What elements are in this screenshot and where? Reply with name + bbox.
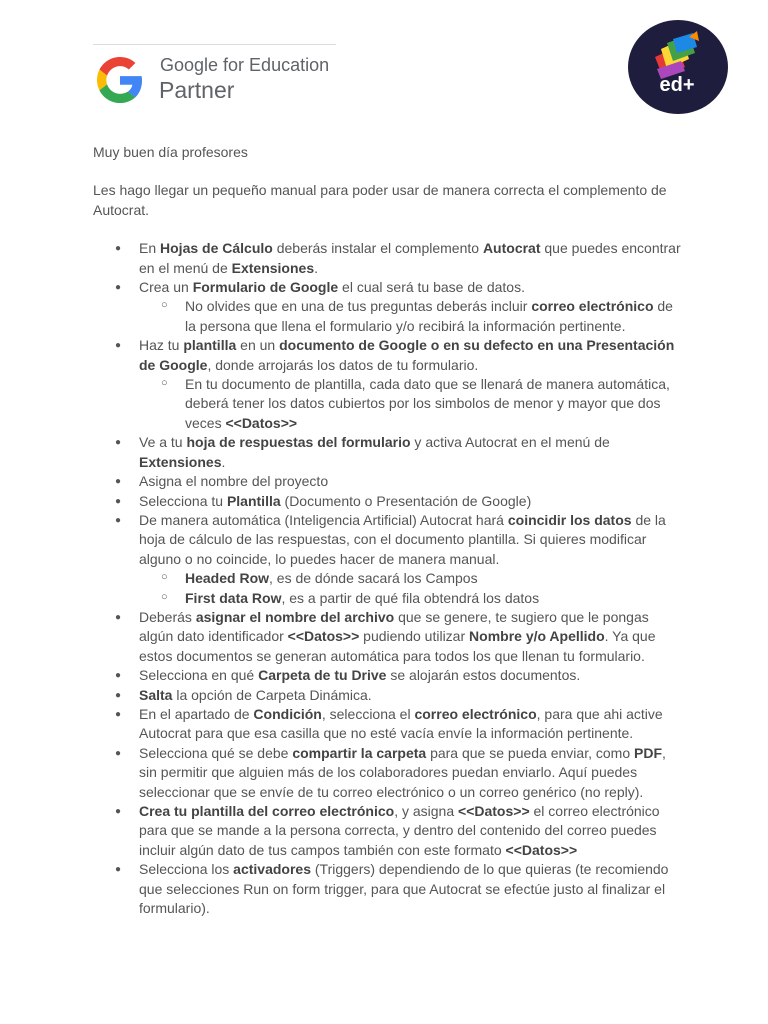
bold-text: <<Datos>>	[225, 414, 298, 431]
bold-text: PDF	[634, 744, 662, 761]
bullet-icon: ●	[115, 806, 122, 817]
list-item	[93, 705, 683, 744]
text-run: (Documento o Presentación de Google)	[280, 492, 532, 509]
list-item	[93, 336, 683, 433]
bold-text: compartir la carpeta	[292, 744, 427, 761]
bullet-icon: ●	[115, 689, 122, 701]
sub-list-item-text	[185, 570, 478, 586]
bullet-icon: ●	[115, 282, 122, 294]
bold-text: plantilla	[183, 337, 237, 354]
text-run: y activa Autocrat en el menú de	[410, 434, 610, 451]
bold-text: First data Row	[185, 589, 282, 606]
bold-text: Crea tu plantilla del correo electrónico	[139, 803, 395, 819]
text-run: de la hoja de cálculo de las respuestas, con el documento plantilla. Si quieres modificar alguno o no coincide, lo puedes hacer de manera manual.	[139, 511, 666, 567]
list-item-text	[139, 240, 681, 275]
ed-plus-logo	[627, 19, 729, 115]
bullet-icon: ●	[115, 495, 122, 507]
text-run: . Ya que estos documentos se generan automática para todos los que llenan tu formulario.	[139, 628, 656, 664]
list-item	[93, 802, 683, 860]
page-header	[0, 0, 768, 130]
sub-list	[139, 569, 683, 608]
text-run: deberás instalar el complemento	[272, 240, 483, 257]
bullet-icon: ●	[115, 514, 122, 526]
text-run: de la persona que llena el formulario y/o recibirá la información pertinente.	[185, 298, 673, 334]
list-item-text	[139, 493, 531, 509]
list-item	[93, 686, 683, 705]
text-run: el correo electrónico para que se mande a la persona correcta, y dentro del contenido del correo puedes incluir algún dato de tus campos también con este formato	[139, 803, 660, 858]
sub-list	[139, 375, 683, 433]
text-run: En el apartado de	[139, 705, 254, 722]
greeting: Muy buen día profesores	[93, 144, 248, 160]
bold-text: correo electrónico	[531, 298, 654, 315]
sub-list-item	[139, 569, 683, 588]
steps-list	[93, 239, 683, 918]
text-run: el cual será tu base de datos.	[338, 279, 525, 296]
intro-paragraph: Les hago llegar un pequeño manual para poder usar de manera correcta el complemento de Autocrat.	[93, 182, 667, 218]
text-run: que puedes encontrar en el menú de	[139, 240, 681, 276]
text-run: se alojarán estos documentos.	[386, 667, 581, 684]
text-run: Deberás	[139, 608, 196, 625]
list-item-text	[139, 687, 372, 703]
list-item-text	[139, 706, 663, 741]
list-item	[93, 860, 683, 918]
bold-text: Nombre y/o Apellido	[469, 628, 605, 645]
sub-list-item-text	[185, 590, 539, 606]
sub-list-item-text	[185, 298, 673, 333]
list-item-text	[139, 803, 660, 858]
hollow-bullet-icon: ○	[161, 377, 168, 390]
text-run: (Triggers) dependiendo de lo que quieras (te recomiendo que selecciones Run on form trigger, para que Autocrat se efectúe justo al finalizar el formulario).	[139, 861, 669, 917]
list-item-text	[139, 279, 525, 295]
list-item	[93, 666, 683, 685]
text-run: Selecciona los	[139, 861, 234, 878]
text-run: De manera automática (Inteligencia Artificial) Autocrat hará	[139, 511, 508, 528]
bold-text: activadores	[233, 861, 311, 878]
list-item-text	[139, 512, 666, 567]
bullet-icon: ●	[115, 864, 122, 876]
text-run: , y asigna	[394, 803, 459, 819]
bold-text: <<Datos>>	[287, 628, 360, 645]
list-item-text	[139, 861, 668, 916]
bold-text: correo electrónico	[414, 705, 537, 722]
text-run: Selecciona en qué	[139, 667, 259, 684]
text-run: .	[221, 453, 226, 470]
list-item	[93, 511, 683, 608]
text-run: , para que ahi active Autocrat para que esa casilla que no esté vacía envíe la información pertinente.	[139, 705, 663, 742]
text-run: Haz tu	[139, 337, 184, 354]
bold-text: Extensiones	[139, 453, 222, 470]
bullet-icon: ●	[115, 243, 122, 255]
bold-text: Headed Row	[185, 570, 270, 587]
text-run: Crea un	[139, 279, 193, 296]
brand-title: Google for Education	[160, 55, 330, 75]
text-run: En	[139, 240, 161, 257]
hollow-bullet-icon: ○	[161, 590, 168, 603]
bold-text: Autocrat	[482, 240, 541, 257]
text-run: la opción de Carpeta Dinámica.	[172, 686, 372, 703]
text-run: en un	[236, 337, 280, 354]
list-item-text	[139, 473, 328, 489]
list-item	[93, 278, 683, 336]
list-item-text	[139, 667, 580, 683]
text-run: Selecciona tu	[139, 492, 227, 509]
text-run: Ve a tu	[139, 434, 187, 451]
sub-list-item	[139, 375, 683, 433]
ed-plus-logo-text: ed+	[659, 74, 695, 96]
list-item-text	[139, 337, 674, 372]
sub-list-item-text	[185, 376, 670, 431]
text-run: En tu documento de plantilla, cada dato que se llenará de manera automática, deberá tener los datos cubiertos por los simbolos de menor y mayor que dos veces	[185, 376, 670, 431]
list-item-text	[139, 745, 666, 800]
sub-list-item	[139, 297, 683, 336]
bold-text: Carpeta de tu Drive	[258, 667, 387, 684]
bold-text: Hojas de Cálculo	[160, 240, 273, 257]
header-divider	[93, 44, 336, 45]
bold-text: Extensiones	[231, 259, 315, 276]
text-run: , selecciona el	[321, 705, 415, 722]
list-item	[93, 744, 683, 802]
list-item-text	[139, 609, 656, 664]
text-run: , donde arrojarás los datos de tu formulario.	[207, 356, 479, 373]
text-run: No olvides que en una de tus preguntas deberás incluir	[185, 298, 532, 315]
list-item-text	[139, 434, 610, 469]
bullet-icon: ●	[115, 476, 122, 488]
brand-subtitle: Partner	[159, 77, 235, 103]
text-run: Asigna el nombre del proyecto	[139, 473, 329, 490]
bold-text: <<Datos>>	[505, 841, 578, 858]
bold-text: documento de Google o en su defecto en una Presentación de Google	[139, 337, 675, 373]
bold-text: Formulario de Google	[192, 279, 339, 296]
text-run: Selecciona qué se debe	[139, 744, 293, 761]
text-run: .	[314, 259, 318, 276]
bullet-icon: ●	[115, 340, 122, 352]
list-item	[93, 433, 683, 472]
text-run: que se genere, te sugiero que le pongas algún dato identificador	[139, 608, 649, 645]
hollow-bullet-icon: ○	[161, 299, 168, 312]
bullet-icon: ●	[115, 611, 122, 623]
list-item	[93, 239, 683, 278]
bullet-icon: ●	[115, 708, 122, 720]
text-run: , sin permitir que alguien más de los colaboradores puedan enviarlo. Aquí puedes seleccionar que se envíe de tu correo electrónico o un correo genérico (no reply).	[139, 744, 666, 800]
bold-text: asignar el nombre del archivo	[195, 608, 395, 625]
sub-list-item	[139, 589, 683, 608]
text-run: para que se pueda enviar, como	[426, 744, 634, 761]
bold-text: <<Datos>>	[458, 803, 530, 819]
bold-text: Condición	[253, 705, 322, 722]
hollow-bullet-icon: ○	[161, 571, 168, 584]
bold-text: hoja de respuestas del formulario	[186, 434, 411, 451]
bold-text: Plantilla	[226, 492, 281, 509]
text-run: , es a partir de qué fila obtendrá los datos	[281, 589, 540, 606]
list-item	[93, 608, 683, 666]
sub-list	[139, 297, 683, 336]
list-item	[93, 492, 683, 511]
google-g-logo-icon	[97, 57, 143, 103]
text-run: , es de dónde sacará los Campos	[269, 570, 478, 587]
bullet-icon: ●	[115, 670, 122, 682]
list-item	[93, 472, 683, 491]
bullet-icon: ●	[115, 437, 122, 449]
bullet-icon: ●	[115, 747, 122, 759]
document-body	[93, 143, 683, 918]
bold-text: Salta	[139, 686, 173, 703]
bold-text: coincidir los datos	[507, 511, 632, 528]
text-run: pudiendo utilizar	[359, 628, 470, 645]
